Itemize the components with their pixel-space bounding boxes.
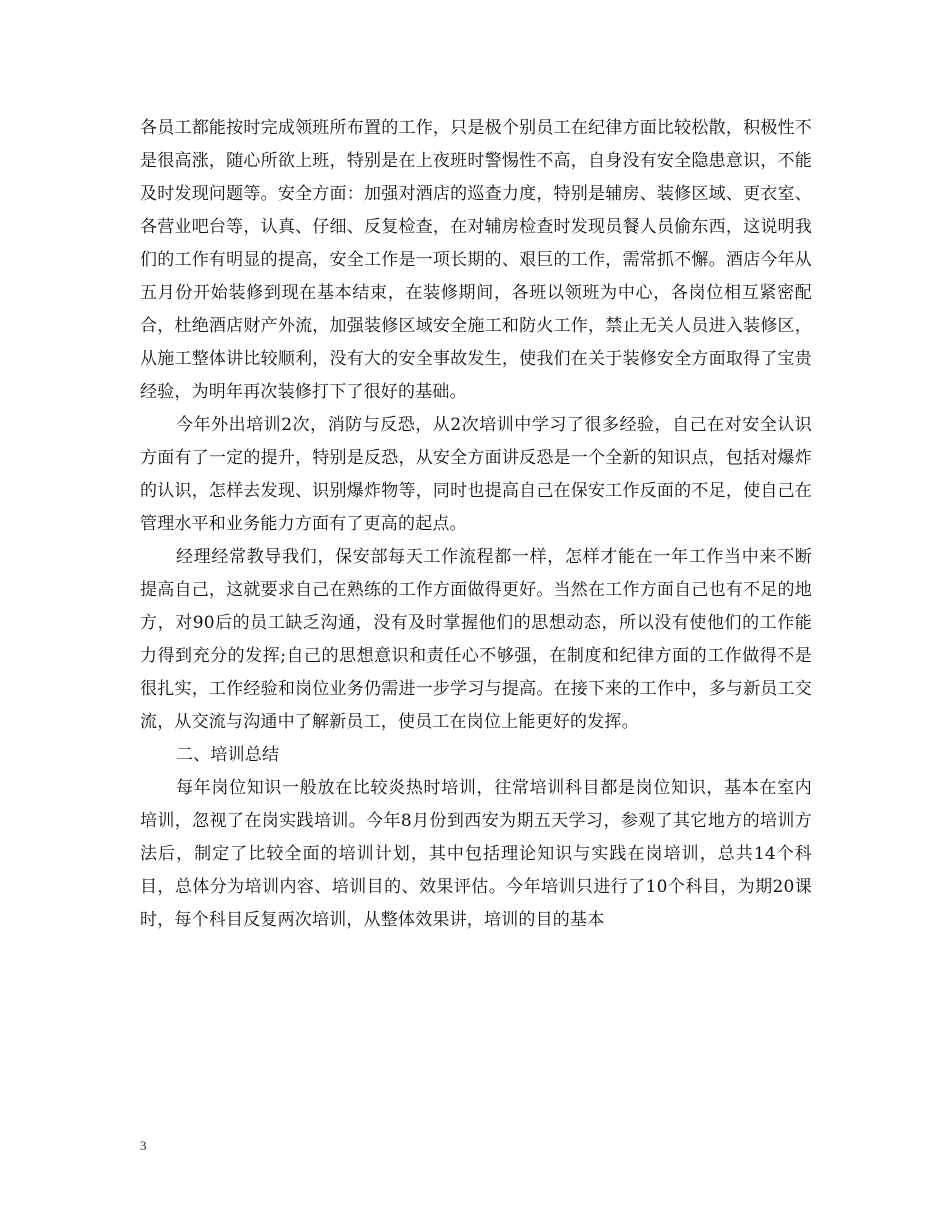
paragraph-external-training: 今年外出培训2次，消防与反恐，从2次培训中学习了很多经验，自己在对安全认识方面有了一定的提升，特别是反恐，从安全方面讲反恐是一个全新的知识点，包括对爆炸的认识，怎样去发现、识别爆炸物等，同时也提高自己在保安工作反面的不足，使自己在管理水平和业务能力方面有了更高的起点。 xyxy=(140,415,812,534)
page-number: 3 xyxy=(140,1138,147,1153)
section-heading-training-summary: 二、培训总结 xyxy=(176,745,280,765)
paragraph-security-work: 各员工都能按时完成领班所布置的工作，只是极个别员工在纪律方面比较松散，积极性不是很高涨，随心所欲上班，特别是在上夜班时警惕性不高，自身没有安全隐患意识，不能及时发现问题等。安全方面：加强对酒店的巡查力度，特别是辅房、装修区域、更衣室、各营业吧台等，认真、仔细、反复检查，在对辅房检查时发现员餐人员偷东西，这说明我们的工作有明显的提高，安全工作是一项长期的、艰巨的工作，需常抓不懈。酒店今年从五月份开始装修到现在基本结束，在装修期间，各班以领班为中心，各岗位相互紧密配合，杜绝酒店财产外流，加强装修区域安全施工和防火工作，禁止无关人员进入装修区，从施工整体讲比较顺利，没有大的安全事故发生，使我们在关于装修安全方面取得了宝贵经验，为明年再次装修打下了很好的基础。 xyxy=(140,118,812,402)
paragraph-training-plan: 每年岗位知识一般放在比较炎热时培训，往常培训科目都是岗位知识，基本在室内培训，忽视了在岗实践培训。今年8月份到西安为期五天学习，参观了其它地方的培训方法后，制定了比较全面的培训计划，其中包括理论知识与实践在岗培训，总共14个科目，总体分为培训内容、培训目的、效果评估。今年培训只进行了10个科目，为期20课时，每个科目反复两次培训，从整体效果讲，培训的目的基本 xyxy=(140,778,812,930)
paragraph-self-improvement: 经理经常教导我们，保安部每天工作流程都一样，怎样才能在一年工作当中来不断提高自己，这就要求自己在熟练的工作方面做得更好。当然在工作方面自己也有不足的地方，对90后的员工缺乏沟通，没有及时掌握他们的思想动态，所以没有使他们的工作能力得到充分的发挥;自己的思想意识和责任心不够强，在制度和纪律方面的工作做得不是很扎实，工作经验和岗位业务仍需进一步学习与提高。在接下来的工作中，多与新员工交流，从交流与沟通中了解新员工，使员工在岗位上能更好的发挥。 xyxy=(140,547,812,732)
document-body xyxy=(140,112,812,937)
